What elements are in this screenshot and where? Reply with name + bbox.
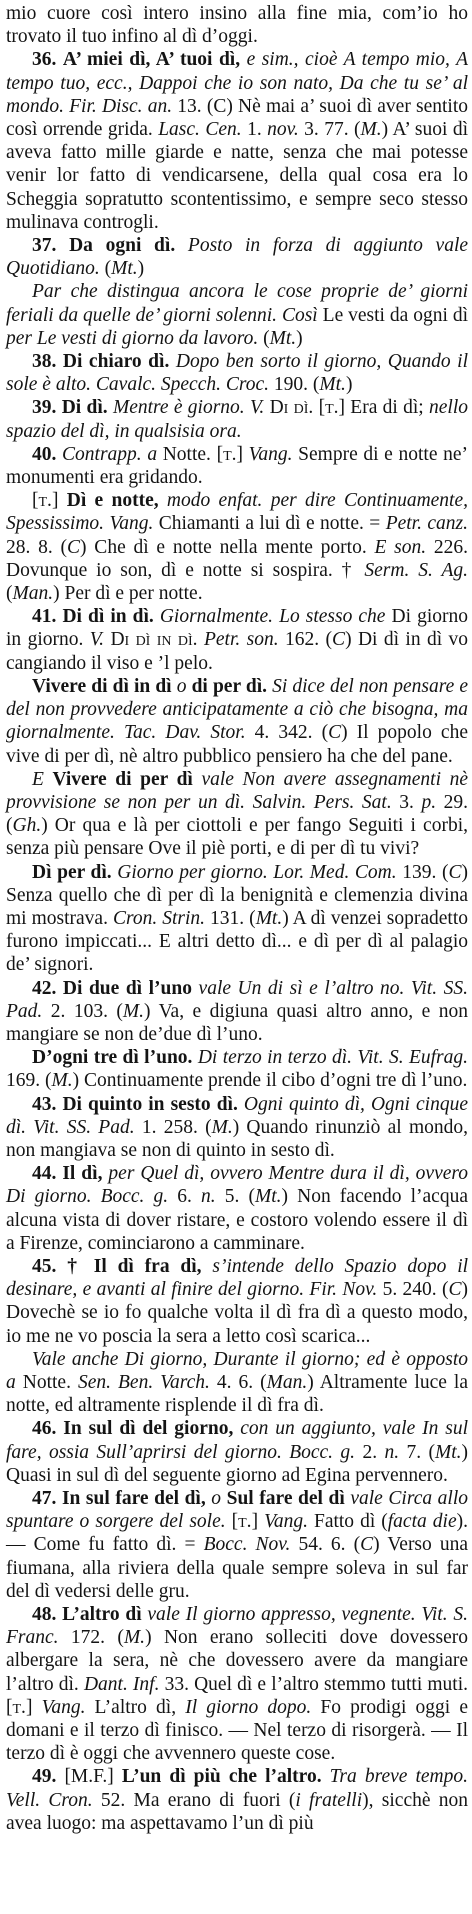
dictionary-entry: 47. In sul fare del dì, o Sul fare del dì vale Circa allo spuntare o sorgere del sole. [t.] Vang. Fatto dì (facta die). — Come fu fatto dì. = Bocc. Nov. 54. 6. (C) Verso una fiumana, alla riviera della quale sempre soleva in sul far del dì vedersi delle gru. [6,1488,469,1602]
dictionary-entry: 42. Di due dì l’uno vale Un di sì e l’altro no. Vit. SS. Pad. 2. 103. (M.) Va, e digiuna quasi altro anno, e non mangiare se non de’due dì l’uno. [6,977,469,1045]
dictionary-entry: 46. In sul dì del giorno, con un aggiunto, vale In sul fare, ossia Sull’aprirsi del giorno. Bocc. g. 2. n. 7. (Mt.) Quasi in sul dì del seguente giorno ad Egina pervennero. [6,1418,469,1486]
dictionary-entry: 39. Di dì. Mentre è giorno. V. Di dì. [t.] Era di dì; nello spazio del dì, in qualsisia ora. [6,397,469,442]
dictionary-entry: 43. Di quinto in sesto dì. Ogni quinto dì, Ogni cinque dì. Vit. SS. Pad. 1. 258. (M.) Quando rinunziò al mondo, non mangiava se non di quinto in sesto dì. [6,1093,468,1161]
dictionary-entry: 44. Il dì, per Quel dì, ovvero Mentre dura il dì, ovvero Di giorno. Bocc. g. 6. n. 5. (Mt.) Non facendo l’acqua alcuna vista di dover ristare, e costoro volendo essere il dì a Firenze, cominciarono a camminare. [6,1163,469,1254]
dictionary-entry: Dì per dì. Giorno per giorno. Lor. Med. Com. 139. (C) Senza quello che dì per dì la benignità e clemenzia divina mi mostrava. Cron. Strin. 131. (Mt.) A dì venzei sopradetto furono impiccati... E altri detto dì... e dì per dì al palagio de’ signori. [6,861,468,976]
dictionary-entry: 49. [M.F.] L’un dì più che l’altro. Tra breve tempo. Vell. Cron. 52. Ma erano di fuori (i fratelli), sicchè non avea luogo: ma aspettavamo l’un dì più [6,1766,469,1834]
dictionary-entry: Vale anche Di giorno, Durante il giorno; ed è opposto a Notte. Sen. Ben. Varch. 4. 6. (Man.) Altramente luce la notte, ed altramente risplende il dì fra dì. [6,1348,468,1417]
continued-text: mio cuore così intero insino alla fine mia, com’io ho trovato il tuo infino al dì d’oggi. [6,3,468,48]
dictionary-entry: [t.] Dì e notte, modo enfat. per dire Continuamente, Spessissimo. Vang. Chiamanti a lui dì e notte. = Petr. canz. 28. 8. (C) Che dì e notte nella mente porto. E son. 226. Dovunque io son, dì e notte si sospira. † Serm. S. Ag. (Man.) Per dì e per notte. [6,490,468,605]
dictionary-entry: 40. Contrapp. a Notte. [t.] Vang. Sempre di e notte ne’ monumenti era gridando. [6,443,469,489]
dictionary-entry: E Vivere di per dì vale Non avere assegnamenti nè provvisione se non per un dì. Salvin. Pers. Sat. 3. p. 29. (Gh.) Or qua e là per ciottoli e per fango Seguiti i corbi, senza più pensare Ove il piè porti, e di per dì tu vivi? [6,768,469,860]
dictionary-entry: 38. Di chiaro dì. Dopo ben sorto il giorno, Quando il sole è alto. Cavalc. Specch. Croc. 190. (Mt.) [6,351,469,396]
dictionary-entry: 48. L’altro dì vale Il giorno appresso, vegnente. Vit. S. Franc. 172. (M.) Non erano solleciti dove dovessero albergare la sera, nè che dovessero avere da mangiare l’altro dì. Dant. Inf. 33. Quel dì e l’altro stemmo tutti muti. [t.] Vang. L’altro dì, Il giorno dopo. Fo prodigi oggi e domani e il terzo dì finisco. — Nel terzo di risorgerà. — Il terzo dì è oggi che avvennero queste cose. [6,1604,469,1765]
dictionary-entry: Vivere di dì in dì o di per dì. Si dice del non pensare e del non provvedere anticipatamente a ciò che bisogna, ma giornalmente. Tac. Dav. Stor. 4. 342. (C) Il popolo che vive di per dì, nè altro pubblico pensiero ha che del pane. [6,675,469,767]
dictionary-entry: 36. A’ miei dì, A’ tuoi dì, e sim., cioè A tempo mio, A tempo tuo, ecc., Dappoi che io son nato, Da che tu se’ al mondo. Fir. Disc. an. 13. (C) Nè mai a’ suoi dì aver sentito così orrende grida. Lasc. Cen. 1. nov. 3. 77. (M.) A’ suoi dì aveva fatto mille giarde e natte, senza che mai potesse venir lor fatto di vendicarsene, della qual cosa era lo Scheggia sopratutto scontentissimo, e sempre seco stesso mulinava controgli. [6,49,469,233]
dictionary-entry: 45. † Il dì fra dì, s’intende dello Spazio dopo il desinare, e avanti al finire del giorno. Fir. Nov. 5. 240. (C) Dovechè se io fo qualche volta il dì fra dì a questo modo, io me ne vo poscia la sera a letto così scarica... [6,1255,469,1347]
dictionary-entry: 37. Da ogni dì. Posto in forza di aggiunto vale Quotidiano. (Mt.) [6,235,469,280]
dictionary-entry: 41. Di dì in dì. Giornalmente. Lo stesso che Di giorno in giorno. V. Di dì in dì. Petr. son. 162. (C) Di dì in dì vo cangiando il viso e ’l pelo. [6,606,469,674]
dictionary-column [6,2,468,1835]
dictionary-entry: D’ogni tre dì l’uno. Di terzo in terzo dì. Vit. S. Eufrag. 169. (M.) Continuamente prende il cibo d’ogni tre dì l’uno. [6,1047,469,1092]
dictionary-entry: Par che distingua ancora le cose proprie de’ giorni feriali da quelle de’ giorni solenni. Così Le vesti da ogni dì per Le vesti di giorno da lavoro. (Mt.) [6,281,468,349]
